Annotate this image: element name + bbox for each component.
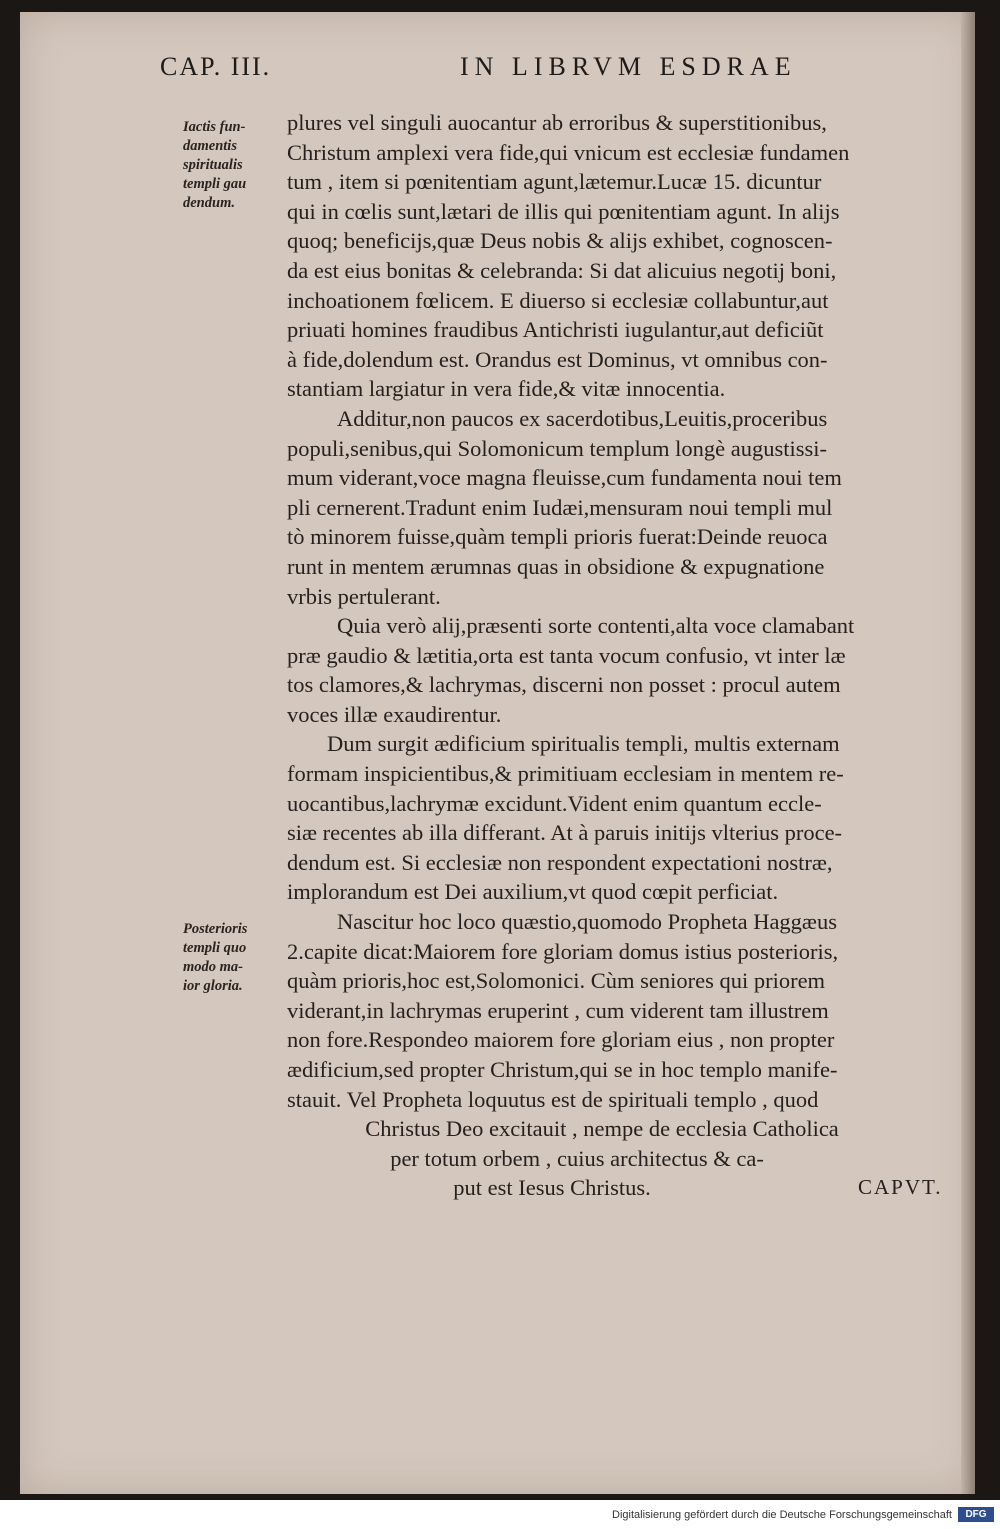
- text-line: populi,senibus,qui Solomonicum templum longè augustissi-: [287, 435, 827, 461]
- margin-note-line: modo ma-: [183, 959, 244, 975]
- dfg-logo: DFG: [958, 1507, 994, 1522]
- text-line: per totum orbem , cuius architectus & ca-: [390, 1145, 764, 1171]
- footer-bar: [0, 1500, 1000, 1529]
- text-line: non fore.Respondeo maiorem fore gloriam eius , non propter: [287, 1027, 835, 1053]
- text-line: dendum est. Si ecclesiæ non respondent expectationi nostræ,: [287, 849, 833, 875]
- text-line: qui in cœlis sunt,lætari de illis qui pœnitentiam agunt. In alijs: [287, 198, 840, 224]
- text-line: runt in mentem ærumnas quas in obsidione & expugnatione: [287, 553, 825, 579]
- funding-credit: Digitalisierung gefördert durch die Deutsche Forschungsgemeinschaft: [612, 1509, 952, 1521]
- catchword: CAPVT.: [858, 1175, 943, 1199]
- text-line: tò minorem fuisse,quàm templi prioris fuerat:Deinde reuoca: [287, 524, 828, 550]
- running-header: [160, 52, 970, 92]
- text-line: stauit. Vel Propheta loquutus est de spirituali templo , quod: [287, 1086, 819, 1112]
- text-line: Nascitur hoc loco quæstio,quomodo Propheta Haggæus: [337, 909, 837, 935]
- body-text: [287, 108, 977, 1203]
- margin-note-line: Iactis fun-: [183, 119, 246, 135]
- margin-note-1: [183, 118, 283, 213]
- text-line: inchoationem fœlicem. E diuerso si ecclesiæ collabuntur,aut: [287, 287, 829, 313]
- text-line: implorandum est Dei auxilium,vt quod cœpit perficiat.: [287, 879, 779, 905]
- text-line: præ gaudio & lætitia,orta est tanta vocum confusio, vt inter læ: [287, 642, 846, 668]
- text-line: stantiam largiatur in vera fide,& vitæ innocentia.: [287, 376, 726, 402]
- text-line: uocantibus,lachrymæ excidunt.Vident enim quantum eccle-: [287, 790, 822, 816]
- text-line: tum , item si pœnitentiam agunt,lætemur.Lucæ 15. dicuntur: [287, 169, 822, 195]
- text-line: priuati homines fraudibus Antichristi iugulantur,aut deficiũt: [287, 317, 824, 343]
- text-line: viderant,in lachrymas eruperint , cum viderent tam illustrem: [287, 997, 829, 1023]
- text-line: put est Iesus Christus.: [453, 1175, 651, 1201]
- margin-note-line: ior gloria.: [183, 978, 243, 994]
- text-line: à fide,dolendum est. Orandus est Dominus, vt omnibus con-: [287, 346, 828, 372]
- text-line: vrbis pertulerant.: [287, 583, 441, 609]
- margin-note-line: templi quo: [183, 940, 247, 956]
- text-line: siæ recentes ab illa differant. At à paruis initijs vlterius proce-: [287, 820, 843, 846]
- margin-note-line: templi gau: [183, 176, 247, 192]
- text-line: Christus Deo excitauit , nempe de ecclesia Catholica: [365, 1116, 839, 1142]
- text-line: pli cernerent.Tradunt enim Iudæi,mensuram noui templi mul: [287, 494, 833, 520]
- text-line: Quia verò alij,præsenti sorte contenti,alta voce clamabant: [337, 613, 855, 639]
- text-line: Additur,non paucos ex sacerdotibus,Leuitis,proceribus: [337, 405, 828, 431]
- text-line: plures vel singuli auocantur ab erroribus & superstitionibus,: [287, 110, 827, 135]
- chapter-heading: CAP. III.: [160, 52, 272, 81]
- book-title-heading: IN LIBRVM ESDRAE: [460, 52, 797, 81]
- text-line: Dum surgit ædificium spiritualis templi, multis externam: [327, 731, 840, 757]
- margin-note-line: Posterioris: [183, 921, 248, 937]
- text-line: da est eius bonitas & celebranda: Si dat alicuius negotij boni,: [287, 257, 837, 283]
- text-line: Christum amplexi vera fide,qui vnicum est ecclesiæ fundamen: [287, 139, 850, 165]
- text-line: formam inspicientibus,& primitiuam ecclesiam in mentem re-: [287, 761, 844, 787]
- text-line: tos clamores,& lachrymas, discerni non posset : procul autem: [287, 672, 841, 698]
- margin-note-line: damentis: [183, 138, 237, 154]
- margin-note-line: dendum.: [183, 195, 235, 211]
- text-line: 2.capite dicat:Maiorem fore gloriam domus istius posterioris,: [287, 938, 839, 964]
- text-line: quàm prioris,hoc est,Solomonici. Cùm seniores qui priorem: [287, 968, 826, 994]
- text-line: mum viderant,voce magna fleuisse,cum fundamenta noui tem: [287, 465, 842, 491]
- margin-note-2: [183, 920, 283, 996]
- margin-note-line: spiritualis: [183, 157, 243, 173]
- text-line: ædificium,sed propter Christum,qui se in hoc templo manife-: [287, 1057, 838, 1082]
- text-line: voces illæ exaudirentur.: [287, 701, 502, 727]
- text-line: quoq; beneficijs,quæ Deus nobis & alijs exhibet, cognoscen-: [287, 228, 833, 254]
